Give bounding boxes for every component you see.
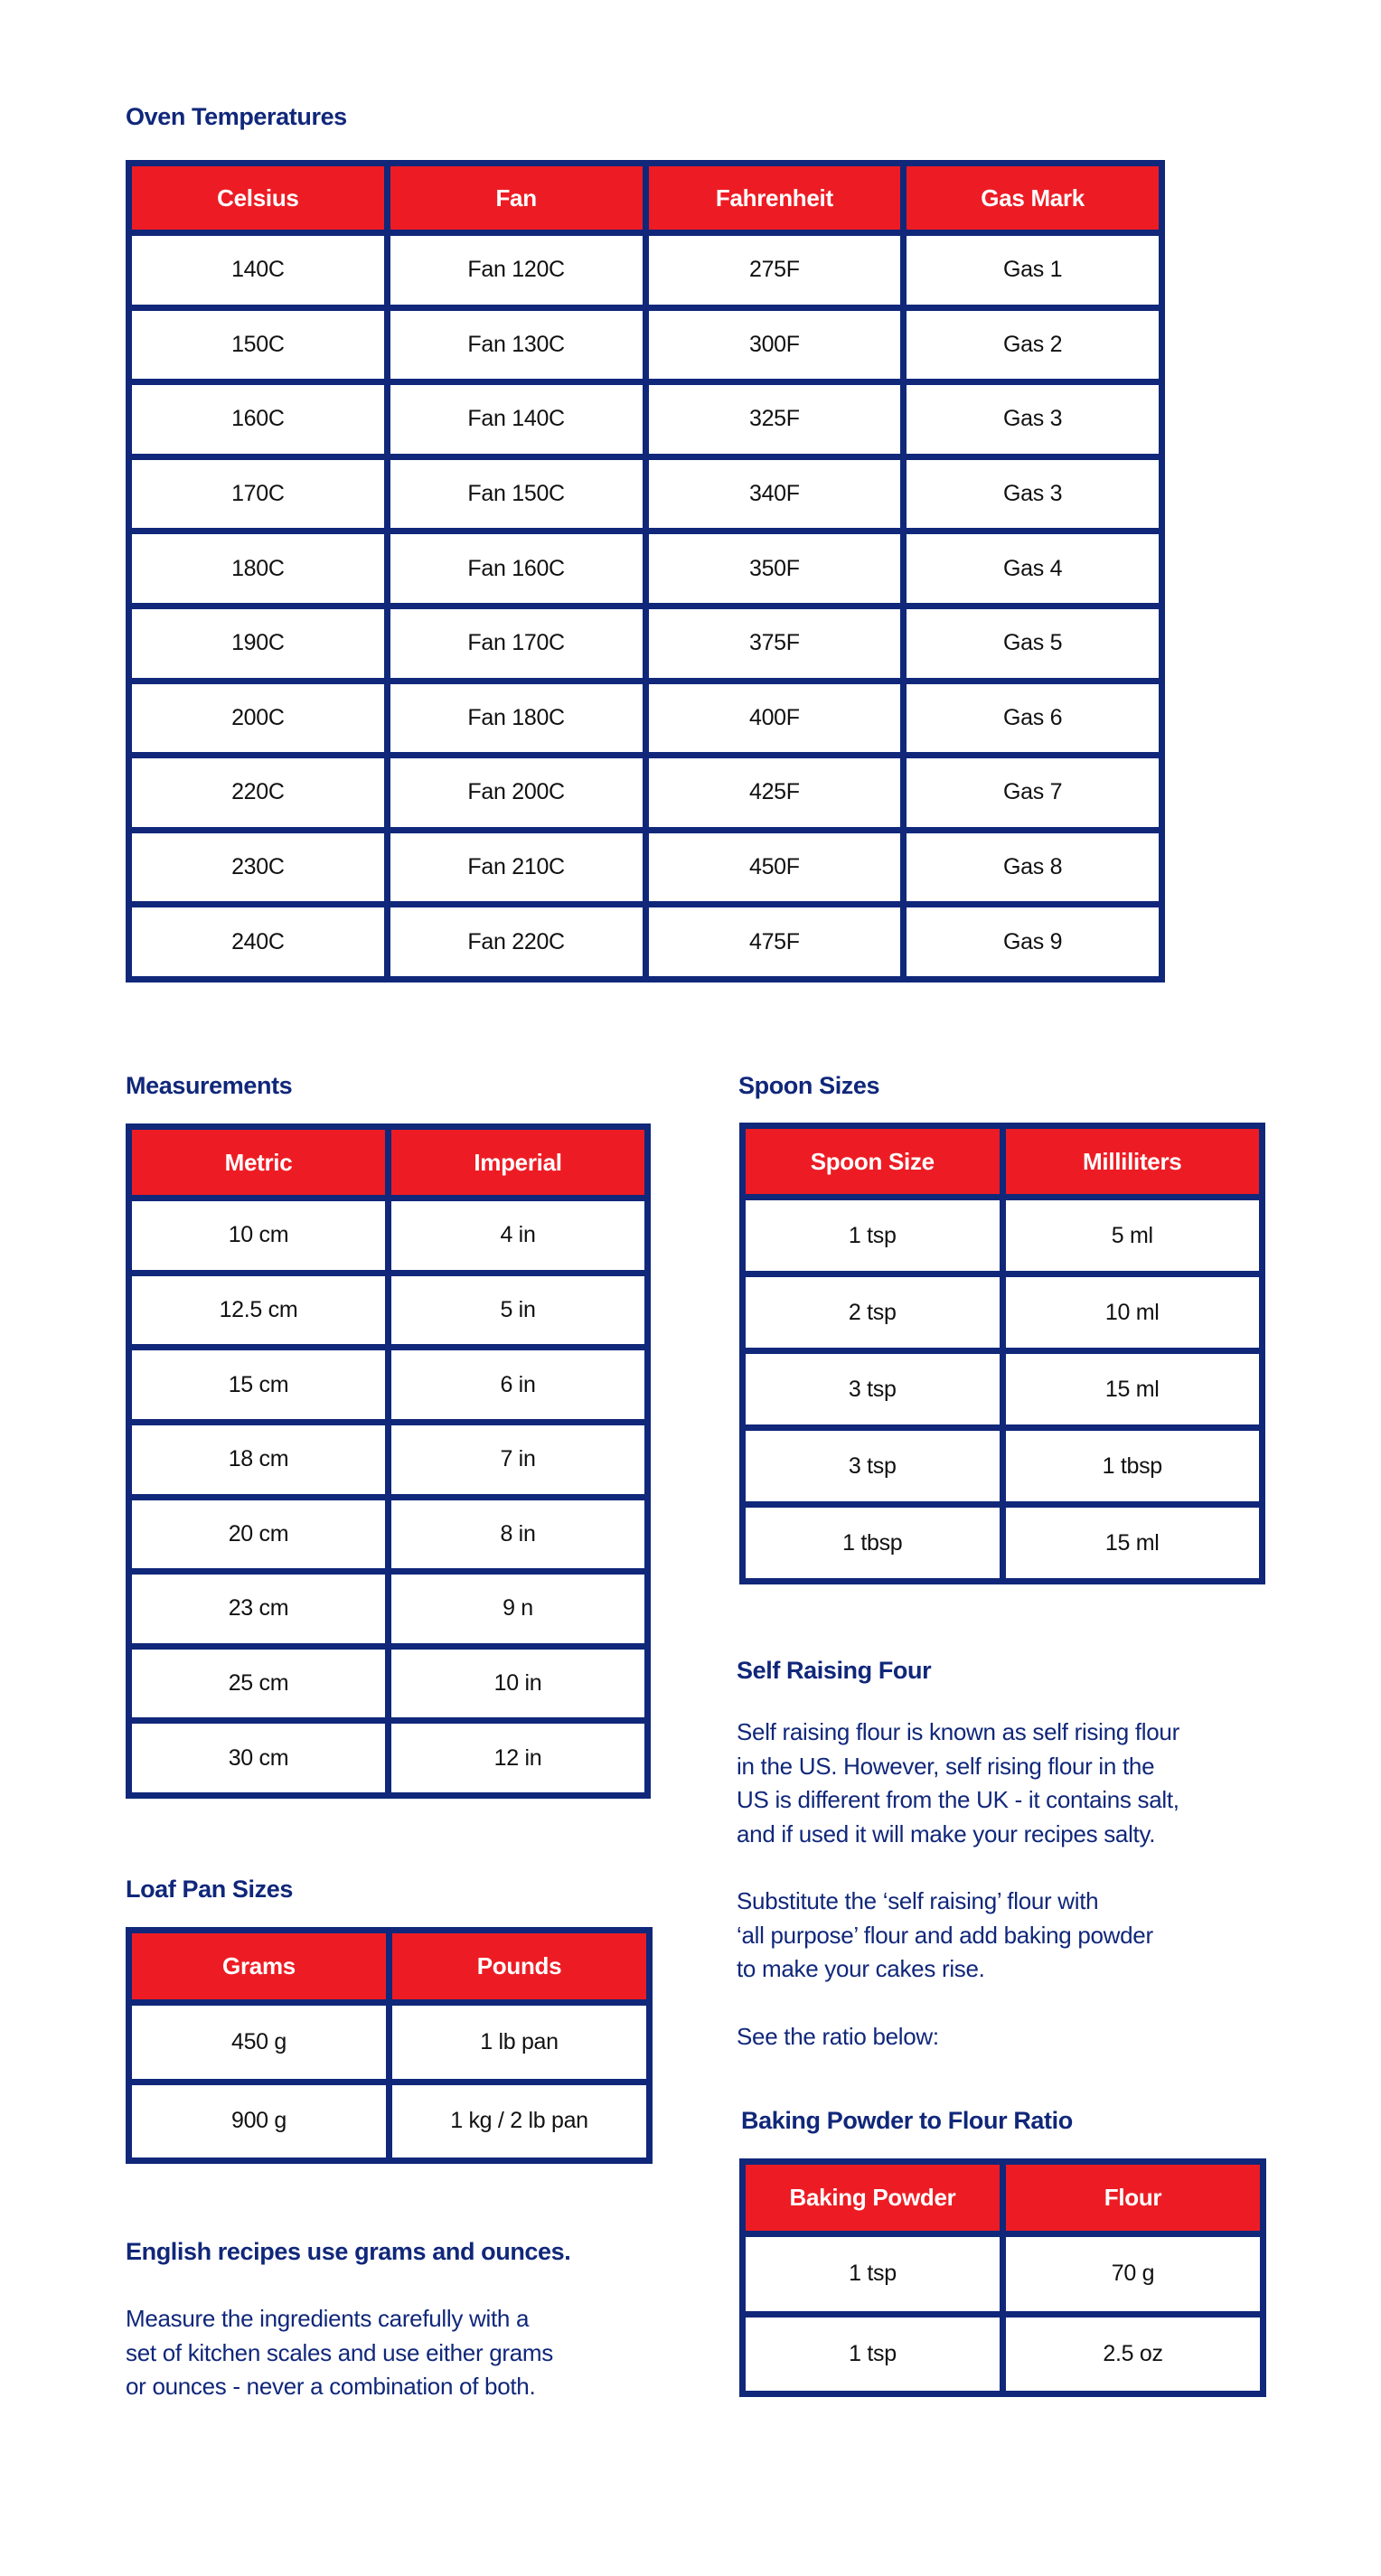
cell-celsius: 220C [129, 756, 388, 831]
cell-fan: Fan 120C [387, 233, 645, 308]
see-ratio-text [737, 2020, 939, 2054]
cell-spoon-size: 1 tbsp [743, 1505, 1003, 1582]
measurements-title: Measurements [126, 1072, 293, 1099]
cell-metric: 15 cm [129, 1348, 389, 1423]
header-grams: Grams [129, 1931, 390, 2003]
cell-milliliters: 10 ml [1002, 1274, 1263, 1351]
table-row [743, 1198, 1263, 1274]
table-row [129, 1497, 648, 1572]
cell-pounds: 1 lb pan [390, 2003, 650, 2082]
cell-metric: 23 cm [129, 1572, 389, 1647]
table-row [129, 456, 1162, 531]
cell-celsius: 150C [129, 307, 388, 382]
measurements-table [126, 1123, 651, 1799]
spoon-sizes-table [739, 1123, 1265, 1584]
cell-spoon-size: 3 tsp [743, 1351, 1003, 1428]
cell-spoon-size: 1 tsp [743, 1198, 1003, 1274]
table-row [129, 1422, 648, 1497]
cell-gas-mark: Gas 2 [904, 307, 1162, 382]
table-row [129, 307, 1162, 382]
cell-metric: 20 cm [129, 1497, 389, 1572]
cell-gas-mark: Gas 7 [904, 756, 1162, 831]
paragraph-line: Substitute the ‘self raising’ flour with [737, 1887, 1099, 1914]
paragraph-line: in the US. However, self rising flour in the [737, 1752, 1155, 1780]
header-imperial: Imperial [389, 1127, 648, 1199]
cell-imperial: 12 in [389, 1721, 648, 1796]
cell-fahrenheit: 475F [645, 905, 904, 980]
cell-imperial: 7 in [389, 1422, 648, 1497]
cell-celsius: 190C [129, 606, 388, 681]
baking-ratio-title: Baking Powder to Flour Ratio [741, 2107, 1073, 2134]
header-fan: Fan [387, 164, 645, 233]
cell-baking-powder: 1 tsp [743, 2314, 1003, 2394]
table-row [743, 1274, 1263, 1351]
table-header-row [743, 1126, 1263, 1198]
table-row [129, 1646, 648, 1721]
table-row [743, 1351, 1263, 1428]
cell-imperial: 10 in [389, 1646, 648, 1721]
substitute-paragraph [737, 1885, 1153, 1987]
cell-gas-mark: Gas 3 [904, 382, 1162, 457]
cell-fan: Fan 220C [387, 905, 645, 980]
header-metric: Metric [129, 1127, 389, 1199]
table-row [129, 606, 1162, 681]
table-row [129, 2082, 650, 2161]
cell-fan: Fan 160C [387, 531, 645, 606]
cell-fan: Fan 200C [387, 756, 645, 831]
table-row [129, 905, 1162, 980]
cell-gas-mark: Gas 8 [904, 830, 1162, 905]
cell-celsius: 180C [129, 531, 388, 606]
loaf-pan-sizes-table [126, 1927, 653, 2164]
cell-gas-mark: Gas 6 [904, 681, 1162, 756]
oven-temperatures-table [126, 160, 1165, 982]
english-recipes-paragraph [126, 2302, 553, 2404]
cell-imperial: 5 in [389, 1273, 648, 1348]
cell-celsius: 240C [129, 905, 388, 980]
table-row [129, 681, 1162, 756]
header-milliliters: Milliliters [1002, 1126, 1263, 1198]
cell-metric: 12.5 cm [129, 1273, 389, 1348]
header-celsius: Celsius [129, 164, 388, 233]
paragraph-line: ‘all purpose’ flour and add baking powder [737, 1921, 1153, 1949]
cell-grams: 900 g [129, 2082, 390, 2161]
cell-imperial: 4 in [389, 1199, 648, 1274]
baking-ratio-table [739, 2158, 1266, 2397]
table-row [743, 2314, 1264, 2394]
header-flour: Flour [1003, 2162, 1264, 2234]
cell-fahrenheit: 325F [645, 382, 904, 457]
table-row [743, 1505, 1263, 1582]
cell-spoon-size: 2 tsp [743, 1274, 1003, 1351]
table-row [743, 1428, 1263, 1505]
table-row [129, 1348, 648, 1423]
loaf-pan-sizes-title: Loaf Pan Sizes [126, 1876, 293, 1903]
paragraph-line: to make your cakes rise. [737, 1955, 985, 1982]
cell-fahrenheit: 400F [645, 681, 904, 756]
header-baking-powder: Baking Powder [743, 2162, 1003, 2234]
paragraph-line: Measure the ingredients carefully with a [126, 2305, 530, 2332]
table-header-row [129, 164, 1162, 233]
cell-imperial: 8 in [389, 1497, 648, 1572]
cell-metric: 10 cm [129, 1199, 389, 1274]
table-row [129, 382, 1162, 457]
paragraph-line: and if used it will make your recipes salty. [737, 1819, 1156, 1847]
table-row [129, 1721, 648, 1796]
cell-pounds: 1 kg / 2 lb pan [390, 2082, 650, 2161]
cell-gas-mark: Gas 3 [904, 456, 1162, 531]
cell-fahrenheit: 300F [645, 307, 904, 382]
table-header-row [129, 1931, 650, 2003]
table-row [129, 1199, 648, 1274]
cell-celsius: 170C [129, 456, 388, 531]
cell-flour: 2.5 oz [1003, 2314, 1264, 2394]
oven-temperatures-title: Oven Temperatures [126, 103, 347, 130]
header-fahrenheit: Fahrenheit [645, 164, 904, 233]
cell-gas-mark: Gas 5 [904, 606, 1162, 681]
cell-fahrenheit: 340F [645, 456, 904, 531]
cell-baking-powder: 1 tsp [743, 2234, 1003, 2315]
cell-fahrenheit: 425F [645, 756, 904, 831]
cell-fan: Fan 130C [387, 307, 645, 382]
cell-flour: 70 g [1003, 2234, 1264, 2315]
header-spoon-size: Spoon Size [743, 1126, 1003, 1198]
table-row [129, 233, 1162, 308]
cell-gas-mark: Gas 1 [904, 233, 1162, 308]
cell-fan: Fan 150C [387, 456, 645, 531]
cell-milliliters: 15 ml [1002, 1505, 1263, 1582]
cell-milliliters: 5 ml [1002, 1198, 1263, 1274]
table-row [129, 830, 1162, 905]
cell-metric: 25 cm [129, 1646, 389, 1721]
paragraph-line: Self raising flour is known as self rising flour [737, 1718, 1179, 1745]
header-pounds: Pounds [390, 1931, 650, 2003]
cell-celsius: 140C [129, 233, 388, 308]
cell-milliliters: 1 tbsp [1002, 1428, 1263, 1505]
table-row [129, 2003, 650, 2082]
header-gas-mark: Gas Mark [904, 164, 1162, 233]
table-header-row [129, 1127, 648, 1199]
cell-milliliters: 15 ml [1002, 1351, 1263, 1428]
english-recipes-heading: English recipes use grams and ounces. [126, 2238, 571, 2265]
table-header-row [743, 2162, 1264, 2234]
cell-fahrenheit: 275F [645, 233, 904, 308]
table-row [743, 2234, 1264, 2315]
cell-gas-mark: Gas 4 [904, 531, 1162, 606]
table-row [129, 1273, 648, 1348]
cell-celsius: 230C [129, 830, 388, 905]
cell-fan: Fan 180C [387, 681, 645, 756]
paragraph-line: See the ratio below: [737, 2023, 939, 2050]
cell-metric: 18 cm [129, 1422, 389, 1497]
paragraph-line: US is different from the UK - it contains salt, [737, 1786, 1179, 1813]
cell-fahrenheit: 350F [645, 531, 904, 606]
cell-fan: Fan 170C [387, 606, 645, 681]
spoon-sizes-title: Spoon Sizes [738, 1072, 880, 1099]
self-raising-title: Self Raising Four [737, 1657, 932, 1684]
cell-metric: 30 cm [129, 1721, 389, 1796]
cell-fahrenheit: 450F [645, 830, 904, 905]
cell-grams: 450 g [129, 2003, 390, 2082]
cell-imperial: 9 n [389, 1572, 648, 1647]
cell-fahrenheit: 375F [645, 606, 904, 681]
table-row [129, 1572, 648, 1647]
cell-imperial: 6 in [389, 1348, 648, 1423]
cell-fan: Fan 210C [387, 830, 645, 905]
cell-celsius: 160C [129, 382, 388, 457]
table-row [129, 531, 1162, 606]
cell-fan: Fan 140C [387, 382, 645, 457]
table-row [129, 756, 1162, 831]
paragraph-line: set of kitchen scales and use either grams [126, 2338, 553, 2366]
cell-spoon-size: 3 tsp [743, 1428, 1003, 1505]
cell-celsius: 200C [129, 681, 388, 756]
paragraph-line: or ounces - never a combination of both. [126, 2373, 536, 2400]
self-raising-paragraph [737, 1716, 1179, 1851]
cell-gas-mark: Gas 9 [904, 905, 1162, 980]
